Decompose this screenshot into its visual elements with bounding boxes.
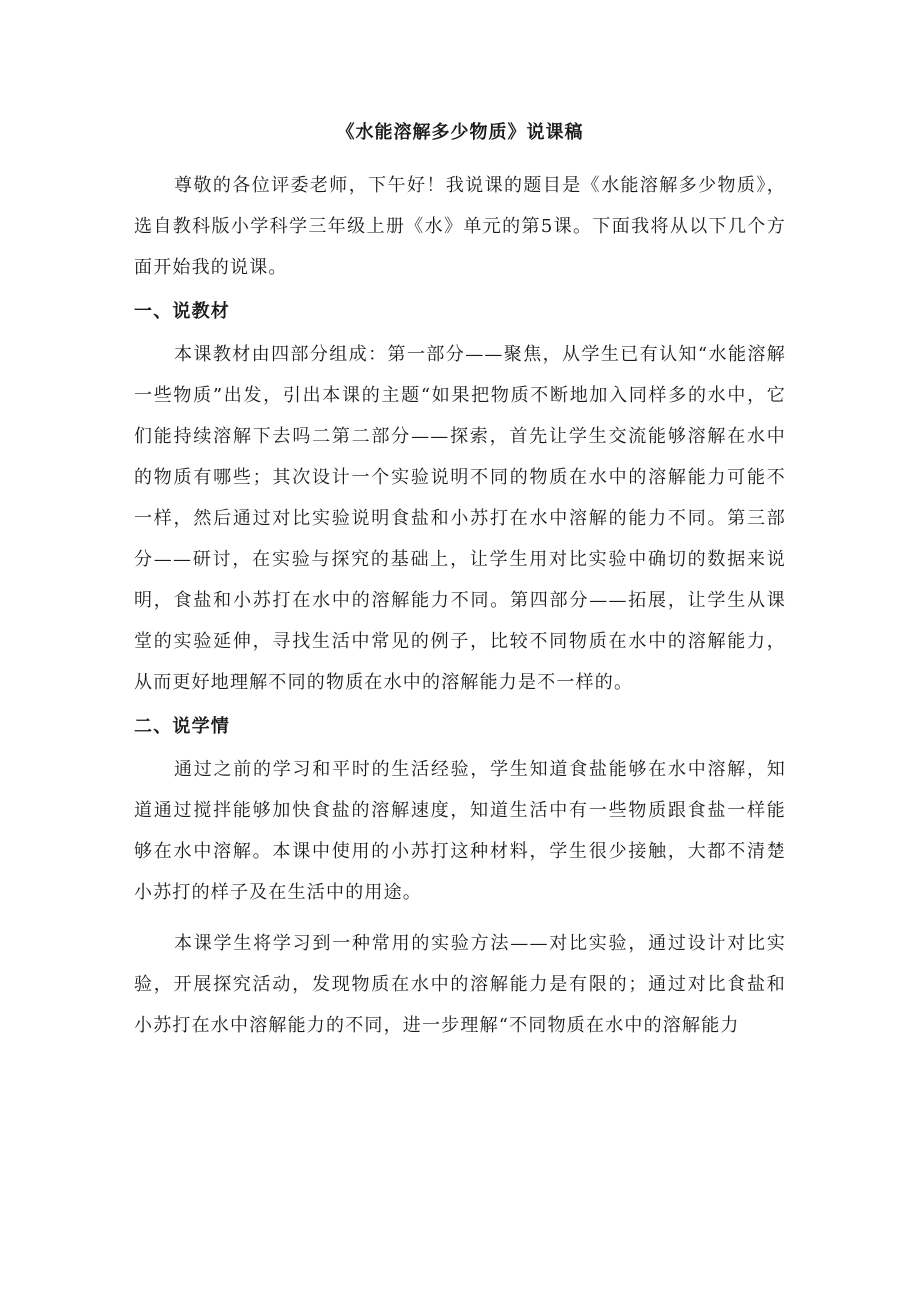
section-heading-students: 二、说学情: [134, 716, 230, 737]
paragraph-spacer: [134, 913, 786, 923]
intro-paragraph: 尊敬的各位评委老师，下午好！我说课的题目是《水能溶解多少物质》，选自教科版小学科学三年级上册《水》单元的第5课。下面我将从以下几个方面开始我的说课。: [134, 175, 786, 278]
students-paragraph-1: 通过之前的学习和平时的生活经验，学生知道食盐能够在水中溶解，知道通过搅拌能够加快食盐的溶解速度，知道生活中有一些物质跟食盐一样能够在水中溶解。本课中使用的小苏打这种材料，学生很少接触，大都不清楚小苏打的样子及在生活中的用途。: [134, 759, 786, 903]
textbook-paragraph: 本课教材由四部分组成：第一部分——聚焦，从学生已有认知“水能溶解一些物质”出发，引出本课的主题“如果把物质不断地加入同样多的水中，它们能持续溶解下去吗二第二部分——探索，首先让学生交流能够溶解在水中的物质有哪些；其次设计一个实验说明不同的物质在水中的溶解能力可能不一样，然后通过对比实验说明食盐和小苏打在水中溶解的能力不同。第三部分——研讨，在实验与探究的基础上，让学生用对比实验中确切的数据来说明，食盐和小苏打在水中的溶解能力不同。第四部分——拓展，让学生从课堂的实验延伸，寻找生活中常见的例子，比较不同物质在水中的溶解能力，从而更好地理解不同的物质在水中的溶解能力是不一样的。: [134, 344, 786, 693]
section-heading-textbook: 一、说教材: [134, 301, 230, 322]
students-paragraph-2: 本课学生将学习到一种常用的实验方法——对比实验，通过设计对比实验，开展探究活动，发现物质在水中的溶解能力是有限的；通过对比食盐和小苏打在水中溶解能力的不同，进一步理解“不同物质在水中的溶解能力: [134, 933, 786, 1036]
document-title: 《水能溶解多少物质》说课稿: [336, 122, 584, 143]
